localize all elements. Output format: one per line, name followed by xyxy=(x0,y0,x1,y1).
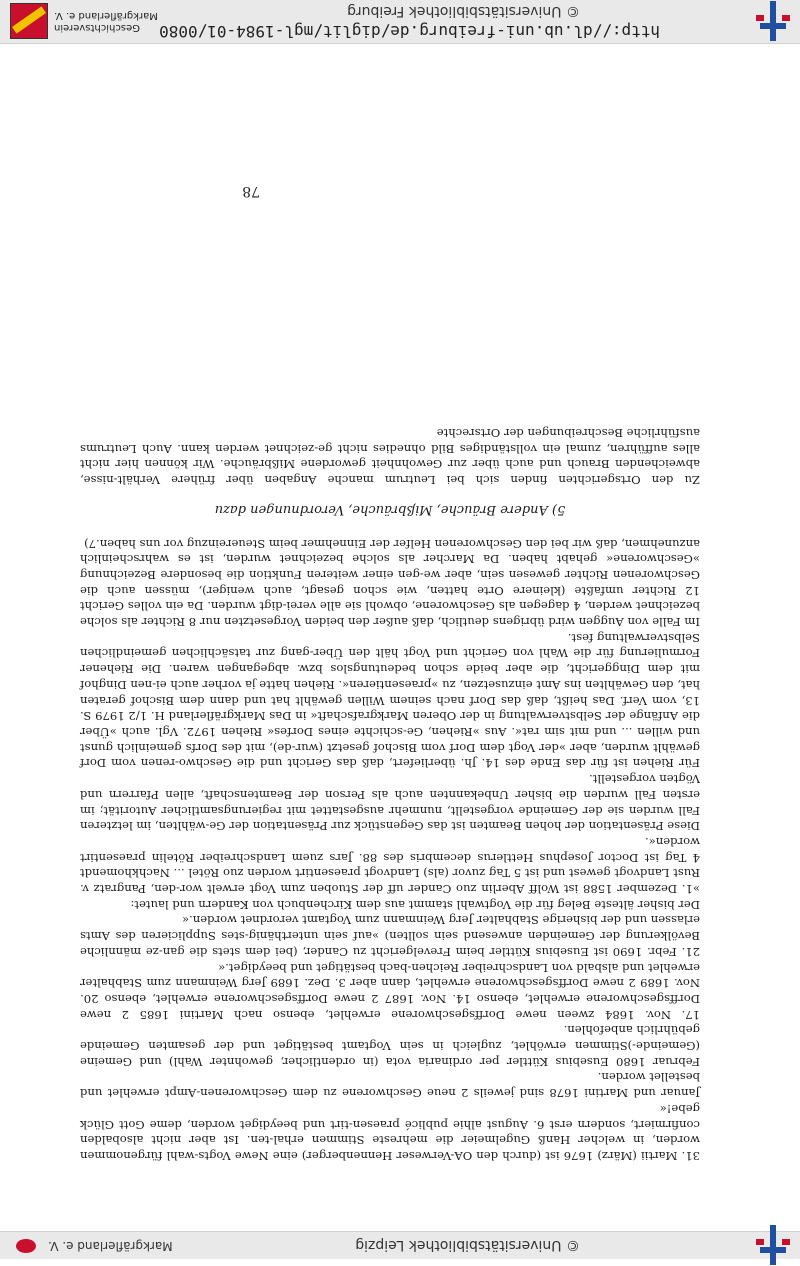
paragraph: Diese Präsentation der hohen Beamten ist das Gegenstück zur Präsentation der Ge-wählten, im letzteren Fall wurden sie der Gemeinde vorgestellt, nunmehr ausgestattet mit regierungsamtlicher Autorität; im ersten Fall wurden die bisher Unbekannten auch als Person der Beamtenschaft, allen Pfarrern und Vögten vorgestellt. xyxy=(80,772,700,834)
library-copyright: © Universitätsbibliothek Leipzig xyxy=(355,1237,580,1254)
paragraph: Im Falle von Auggen wird übrigens deutlich, daß außer den beiden Vorgesetzten nur 8 Richter als solche bezeichnet werden, 4 dagegen als Geschworene, obwohl sie alle verei-digt wurden. Da ein volles Gericht 12 Richter umfaßte (kleinere Orte hatten, wie schon gesagt, auch weniger), müssen auch die Geschworenen Richter gewesen sein, aber we-gen einer weiteren Funktion die besondere Bezeichnung »Geschworene« gehabt haben. Da Marcher als solche bezeichnet wurden, ist es wahrscheinlich anzunehmen, daß wir bei den Geschworenen Helfer der Einnehmer beim Steuereinzug vor uns haben.7) xyxy=(80,536,700,630)
paragraph: 31. Martii (März) 1676 ist (durch den OA-Verweser Hennenberger) eine Newe Vogts-wahl fürgenommen worden, in welcher Hanß Gugelmeier die mehreste Stimmen erhal-ten. Ist aber nicht alsobalden confirmiert, sondern erst 6. August alhie publicé praesen-tirt und beeydiget worden, deme Gott Glück gebe!« xyxy=(80,1101,700,1163)
paragraph: Der bisher älteste Beleg für die Vogtwahl stammt aus dem Kirchenbuch von Kandern und lautet: xyxy=(130,897,700,912)
library-copyright: © Universitätsbibliothek Freiburg xyxy=(347,3,580,19)
document-page xyxy=(80,424,700,1163)
section-heading: 5) Andere Bräuche, Mißbräuche, Verordnungen dazu xyxy=(214,501,566,517)
society-name: Geschichtsverein Markgräflerland e. V. xyxy=(54,10,158,33)
footer-band xyxy=(0,0,800,44)
paragraph: Zu den Ortsgerichten finden sich bei Leutrum manche Angaben über frühere Verhält-nisse, abweichenden Brauch und auch über zur Gewohnheit gewordene Mißbräuche. Wir können hier nicht alles aufführen, zumal ein vollständiges Bild ohnedies nicht ge-zeichnet werden kann. Auch Leutrums ausführliche Beschreibungen der Ortsrechte xyxy=(80,426,700,488)
paragraph: 17. Nov. 1684 zween newe Dorffsgeschworene erwehlet, ebenso nach Martini 1685 2 newe Dorffsgeschworene erwehlet, ebenso 14. Nov. 1687 2 newe Dorffsgeschworene erwehlet, ebenso 20. Nov. 1689 2 newe Dorffsgeschworene erwehlet, dann aber 3. Dez. 1689 Jerg Weinmann zum Stabhalter erwehlet und alsbald von Landschreiber Reichen-bach bestätiget und beeydiget.« xyxy=(80,960,700,1022)
paragraph: Für Riehen ist für das Ende des 14. Jh. überliefert, daß das Gericht und die Geschwo-renen vom Dorf gewählt wurden, aber »der Vogt dem Dorf vom Bischof gesetzt (wur-de), mit des Dorfs gemeinlich gunst und willen ... und mit sim rat«. Aus »Riehen, Ge-schichte eines Dorfes« Riehen 1972. Vgl. auch »Über die Anfänge der Selbstverwaltung in der Oberen Markgrafschaft« in Das Markgräflerland H. 1/2 1979 S. 13, vom Verf. Das heißt, daß das Dorf nach seinem Willen gewählt hat und dann dem Bischof geraten hat, den Gewählten ins Amt einzusetzen, zu »praesentieren«. Riehen hatte ja vorher auch ei-nen Dinghof mit dem Dinggericht, die aber beide schon bedeutungslos bzw. abgegangen waren. Die Riehener Formulierung für die Wahl von Gericht und Vogt hält den Über-gang zur tatsächlichen gemeindlichen Selbstverwaltung fest. xyxy=(80,630,700,771)
paragraph: »1. Dezember 1588 ist Wolff Aberlin zuo Cander uff der Stuoben zum Vogt erwelt wor-den, Pangratz v. Rust Landvogt gewest und ist 5 Tag zuvor (als) Landvogt praesentirt worden zuo Rötel ... Nachkhomendt 4 Tag ist Doctor Josephus Hettlerus decembris des 88. Jars zuem Landschreiber Rötelin praesentirt worden«. xyxy=(80,834,700,897)
coat-of-arms-icon xyxy=(16,1239,36,1253)
paragraph: Januar und Martini 1678 sind jeweils 2 neue Geschworene zu dem Geschworenen-Ampt erwehlet und bestellet worden. xyxy=(80,1070,700,1101)
page-number: 78 xyxy=(242,183,260,199)
coat-of-arms-icon xyxy=(10,3,48,39)
university-library-logo xyxy=(756,2,790,42)
paragraph: 21. Febr. 1690 ist Eusebius Küttler beim Frevelgericht zu Cander, (bei dem stets die gan-ze männliche Bevölkerung der Gemeinden anwesend sein sollten) »auf sein unterthänig-stes Supplicieren des Amts erlassen und der bisherige Stabhalter Jerg Weinmann zum Vogtamt verordnet worden.« xyxy=(80,913,700,959)
header-band xyxy=(0,1231,800,1259)
document-url[interactable]: http://dl.ub.uni-freiburg.de/diglit/mgl-1984-01/0080 xyxy=(159,22,660,41)
university-library-logo xyxy=(756,1226,790,1266)
paragraph: Februar 1680 Eusebius Küttler per ordinaria vota (in ordentlicher, gewohnter Wahl) und Gemeine (Gemeinde-)Stimmen erwöhlet, zugleich in sein Vogtamt bestätiget und der gesamten Gemeinde gebührlich anbefohlen. xyxy=(80,1023,700,1069)
society-name: Markgräflerland e. V. xyxy=(48,1239,173,1253)
